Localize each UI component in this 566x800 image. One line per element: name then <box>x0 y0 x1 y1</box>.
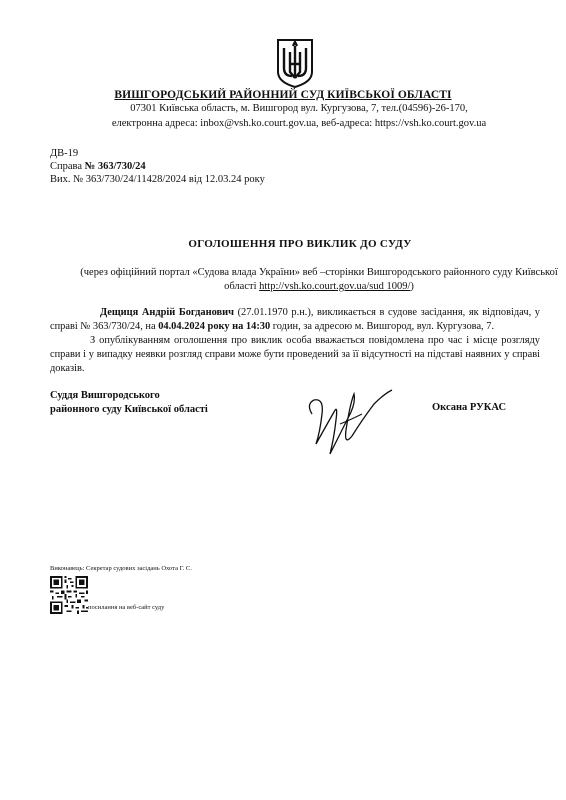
outgoing-number: Вих. № 363/730/24/11428/2024 від 12.03.24 року <box>50 174 265 185</box>
notice-text: (27.01.1970 р.н.), викликається в судове засідання, як відповідач, у справі № 363/730/24, на <box>50 307 540 332</box>
coat-of-arms-icon <box>276 38 314 88</box>
notice-paragraph-2: З опублікуванням оголошення про виклик особа вважається повідомлена про час і місце розгляду справи і у випадку неявки розгляд справи може бути проведений за її відсутності на підставі наявних у справі доказів. <box>50 335 540 374</box>
case-prefix: Справа <box>50 161 85 172</box>
notice-paragraph-1 <box>50 306 540 334</box>
case-line <box>50 160 146 173</box>
form-code: ДВ-19 <box>50 148 79 159</box>
portal-note <box>72 266 566 294</box>
portal-text: (через офіційний портал «Судова влада України» веб –сторінки Вишгородського районного суду Київської області <box>80 267 558 292</box>
hearing-time: року на 14:30 <box>204 321 271 332</box>
handwritten-signature <box>300 374 400 464</box>
court-address: 07301 Київська область, м. Вишгород вул. Кургузова, 7, тел.(04596)-26-170, <box>130 103 468 114</box>
judge-title <box>50 389 208 417</box>
notice-body <box>50 306 540 376</box>
hearing-date: 04.04.2024 <box>158 321 205 332</box>
case-number: № 363/730/24 <box>84 161 146 172</box>
document-title: ОГОЛОШЕННЯ ПРО ВИКЛИК ДО СУДУ <box>188 238 412 250</box>
court-contacts: електронна адреса: inbox@vsh.ko.court.gov.ua, веб-адреса: https://vsh.ko.court.gov.ua <box>111 118 487 129</box>
qr-caption: посилання на веб-сайт суду <box>88 604 165 611</box>
qr-code-icon[interactable] <box>50 576 88 614</box>
judge-title-line1: Суддя Вишгородського <box>50 390 160 401</box>
executor-line: Виконавець: Секретар судових засідань Охота Г. С. <box>50 565 192 572</box>
summoned-person: Дещиця Андрій Богданович <box>100 307 234 318</box>
judge-name: Оксана РУКАС <box>432 402 507 413</box>
court-name: ВИШГОРОДСЬКИЙ РАЙОННИЙ СУД КИЇВСЬКОЇ ОБЛАСТІ <box>114 89 452 101</box>
hearing-address: годин, за адресою м. Вишгород, вул. Кургузова, 7. <box>270 321 495 332</box>
portal-text-end: ) <box>410 281 414 292</box>
portal-link[interactable]: http://vsh.ko.court.gov.ua/sud 1009/ <box>259 281 411 292</box>
judge-title-line2: районного суду Київської області <box>50 404 208 415</box>
